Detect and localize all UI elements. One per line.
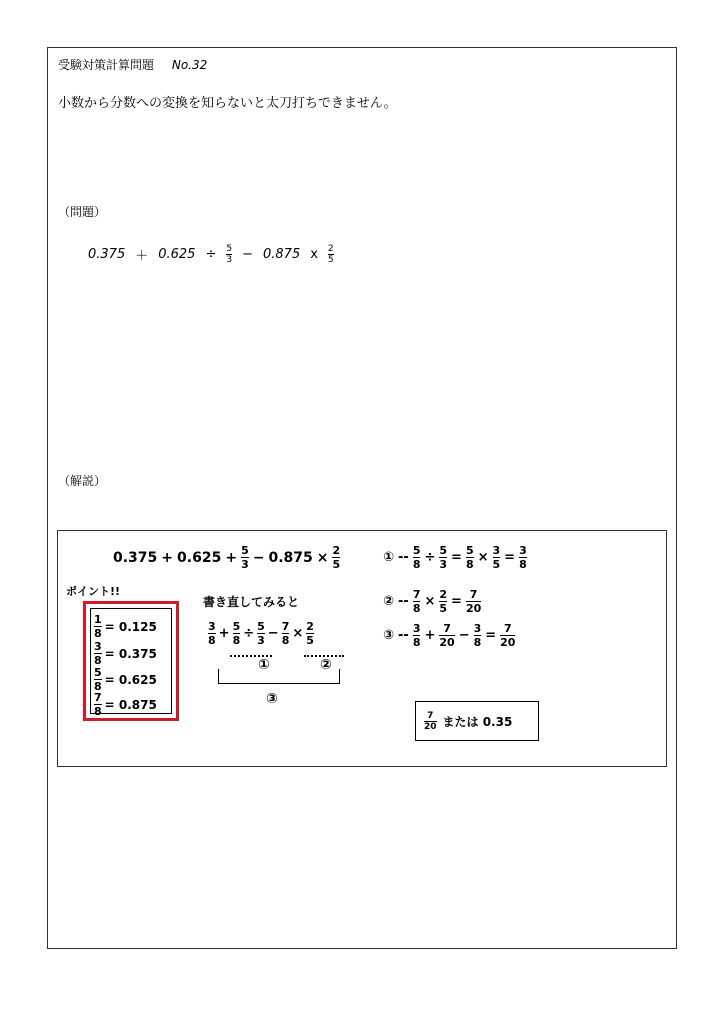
step-fraction: [413, 623, 421, 648]
step-2: [383, 589, 481, 614]
worksheet-number: No.32: [171, 58, 208, 72]
step-equals: =: [451, 550, 462, 565]
point-row: [94, 692, 157, 717]
step-result: [500, 623, 515, 648]
fraction-denominator: 8: [232, 634, 241, 647]
fraction-denominator: 3: [241, 558, 249, 571]
sol-term-a: 0.375: [113, 549, 158, 566]
fraction-denominator: 8: [208, 634, 216, 647]
point-fraction: [94, 692, 102, 717]
rewrite-fraction: [257, 621, 265, 646]
fraction-numerator: 7: [412, 588, 421, 601]
fraction-denominator: 8: [94, 627, 102, 640]
rewrite-times: ×: [292, 626, 304, 641]
fraction-numerator: 5: [439, 544, 448, 557]
step-operator: −: [458, 628, 470, 643]
fraction-numerator: 2: [327, 244, 334, 254]
sol-plus-1: +: [161, 549, 174, 566]
problem-minus: −: [242, 247, 253, 262]
rewrite-expression: [208, 621, 314, 646]
circle-two-label: ②: [320, 657, 332, 673]
rewrite-fraction: [306, 621, 314, 646]
rewrite-divide: ÷: [243, 626, 255, 641]
fraction-numerator: 7: [469, 588, 478, 601]
point-value: = 0.375: [104, 646, 157, 661]
fraction-numerator: 5: [94, 666, 102, 679]
fraction-denominator: 3: [257, 634, 265, 647]
step-mark: ③: [383, 628, 395, 643]
sol-term-c: 0.875: [268, 549, 313, 566]
rewrite-plus: +: [218, 626, 230, 641]
step-operator: ×: [477, 550, 489, 565]
rewrite-fraction: [208, 621, 216, 646]
problem-plus: ＋: [135, 249, 149, 264]
problem-term-c: 0.875: [263, 247, 301, 262]
rewrite-fraction: [233, 621, 241, 646]
sol-term-b: 0.625: [177, 549, 222, 566]
fraction-numerator: 5: [257, 620, 265, 633]
fraction-denominator: 5: [306, 634, 314, 647]
problem-expression: [88, 244, 334, 265]
fraction-denominator: 8: [465, 558, 474, 571]
fraction-denominator: 5: [327, 255, 334, 265]
point-row: [94, 614, 157, 639]
fraction-numerator: 3: [492, 544, 501, 557]
step-3: [383, 623, 515, 648]
fraction-denominator: 8: [412, 558, 421, 571]
problem-label: （問題）: [58, 205, 107, 219]
rewrite-fraction: [282, 621, 290, 646]
step-mark: ①: [383, 550, 395, 565]
fraction-numerator: 2: [332, 544, 341, 557]
step-dash: --: [398, 594, 409, 609]
fraction-numerator: 3: [519, 544, 527, 557]
step-fraction: [474, 623, 482, 648]
fraction-numerator: 5: [241, 544, 249, 557]
fraction-denominator: 5: [492, 558, 501, 571]
step-equals: =: [504, 550, 516, 565]
point-row: [94, 667, 157, 692]
rewrite-label: 書き直してみると: [203, 595, 300, 609]
fraction-numerator: 3: [208, 620, 216, 633]
rewrite-minus: −: [267, 626, 279, 641]
fraction-numerator: 7: [503, 622, 512, 635]
fraction-denominator: 8: [412, 602, 421, 615]
fraction-denominator: 3: [439, 558, 448, 571]
fraction-numerator: 7: [427, 710, 434, 721]
sol-plus-2: +: [225, 549, 238, 566]
step-dash: --: [398, 550, 409, 565]
step-result: [519, 545, 527, 570]
fraction-denominator: 8: [94, 705, 102, 718]
problem-term-b: 0.625: [158, 247, 196, 262]
fraction-denominator: 5: [439, 602, 448, 615]
fraction-denominator: 8: [412, 636, 421, 649]
circle-three-label: ③: [266, 691, 278, 707]
fraction-denominator: 5: [332, 558, 341, 571]
fraction-denominator: 20: [424, 721, 437, 732]
problem-divide: ÷: [205, 247, 217, 262]
sol-fraction-2: [332, 545, 340, 570]
page-border: [47, 47, 677, 949]
fraction-numerator: 5: [232, 620, 241, 633]
sol-times: ×: [316, 549, 329, 566]
sol-minus: −: [252, 549, 265, 566]
point-value: = 0.125: [104, 619, 157, 634]
solution-box: [57, 530, 667, 767]
point-value: = 0.875: [104, 697, 157, 712]
step-mark: ②: [383, 594, 395, 609]
fraction-numerator: 7: [94, 691, 102, 704]
point-fraction: [94, 641, 102, 666]
solution-label: （解説）: [58, 474, 107, 488]
point-fraction: [94, 667, 102, 692]
fraction-denominator: 8: [94, 654, 102, 667]
step-operator: ÷: [424, 550, 436, 565]
bracket: [218, 669, 340, 684]
point-fraction: [94, 614, 102, 639]
point-label: ポイント!!: [66, 585, 121, 598]
step-fraction: [466, 545, 474, 570]
answer-text: または 0.35: [442, 714, 513, 729]
step-equals: =: [485, 628, 497, 643]
fraction-denominator: 20: [439, 636, 455, 649]
solution-expression: [113, 545, 340, 570]
step-fraction: [413, 589, 421, 614]
step-operator: +: [424, 628, 436, 643]
circle-one-label: ①: [258, 657, 270, 673]
step-fraction: [439, 623, 454, 648]
step-result: [466, 589, 481, 614]
step-1: [383, 545, 527, 570]
worksheet-title: 受験対策計算問題: [58, 58, 155, 72]
step-fraction: [439, 589, 447, 614]
fraction-numerator: 5: [465, 544, 474, 557]
fraction-denominator: 20: [465, 602, 482, 615]
answer-box: [415, 701, 539, 741]
step-operator: ×: [424, 594, 436, 609]
fraction-numerator: 2: [439, 588, 448, 601]
worksheet-header: [58, 56, 207, 73]
sol-fraction-1: [241, 545, 249, 570]
problem-term-a: 0.375: [88, 247, 126, 262]
problem-times: x: [310, 247, 318, 262]
point-box: [83, 601, 179, 721]
answer-fraction: [424, 711, 437, 732]
fraction-denominator: 8: [519, 558, 527, 571]
fraction-denominator: 3: [226, 255, 233, 265]
point-value: = 0.625: [104, 672, 157, 687]
fraction-numerator: 5: [226, 244, 233, 254]
fraction-numerator: 2: [306, 620, 314, 633]
step-equals: =: [451, 594, 462, 609]
step-dash: --: [398, 628, 409, 643]
problem-fraction-2: [328, 244, 334, 265]
point-row: [94, 641, 157, 666]
fraction-numerator: 3: [473, 622, 482, 635]
wavy-underline-1: [230, 649, 272, 657]
problem-fraction-1: [226, 244, 232, 265]
fraction-numerator: 7: [281, 620, 290, 633]
fraction-denominator: 8: [473, 636, 482, 649]
fraction-numerator: 7: [443, 622, 451, 635]
step-fraction: [413, 545, 421, 570]
intro-text: 小数から分数への変換を知らないと太刀打ちできません。: [58, 96, 397, 111]
step-fraction: [439, 545, 447, 570]
fraction-denominator: 8: [281, 634, 290, 647]
fraction-denominator: 8: [94, 680, 102, 693]
fraction-numerator: 3: [94, 640, 102, 653]
fraction-numerator: 3: [412, 622, 421, 635]
fraction-numerator: 1: [94, 613, 102, 626]
step-fraction: [493, 545, 501, 570]
fraction-denominator: 20: [500, 636, 516, 649]
fraction-numerator: 5: [412, 544, 421, 557]
wavy-underline-2: [304, 649, 344, 657]
